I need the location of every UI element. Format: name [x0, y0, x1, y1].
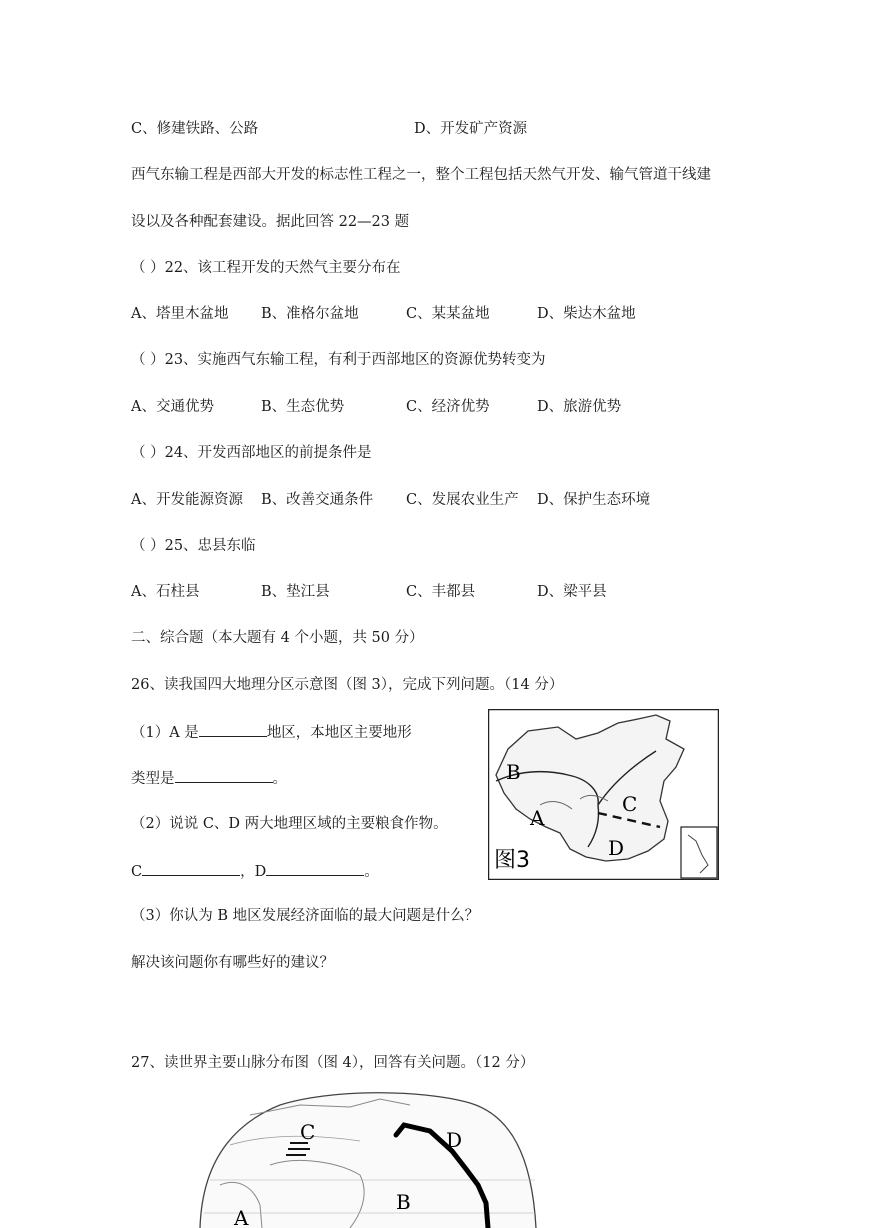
answer-blank-a-region[interactable] — [199, 721, 267, 737]
q26-part-1-suffix: 地区，本地区主要地形 — [266, 725, 412, 741]
q26-part-3: （3）你认为 B 地区发展经济面临的最大问题是什么？ — [131, 908, 480, 924]
q25-stem: （ ）25、忠县东临 — [131, 538, 256, 554]
q26-d-label: ，D — [240, 864, 267, 880]
q21-option-d: D、开发矿产资源 — [414, 121, 528, 137]
q25-option-b: B、垫江县 — [261, 584, 330, 600]
intro-line-1: 西气东输工程是西部大开发的标志性工程之一，整个工程包括天然气开发、输气管道干线建 — [131, 167, 711, 183]
q22-stem: （ ）22、该工程开发的天然气主要分布在 — [131, 260, 401, 276]
mountain-label-d: D — [446, 1128, 463, 1152]
q22-option-d: D、柴达木盆地 — [537, 306, 636, 322]
q26-part-2-end: 。 — [364, 864, 379, 880]
mountain-label-c: C — [300, 1120, 316, 1144]
mountain-label-b: B — [396, 1190, 411, 1214]
q26-part-1 — [131, 721, 412, 743]
figure-3-caption: 图3 — [494, 848, 530, 873]
q21-option-c: C、修建铁路、公路 — [131, 121, 259, 137]
q26-part-3-line-2: 解决该问题你有哪些好的建议？ — [131, 955, 334, 971]
q26-terrain-prefix: 类型是 — [131, 771, 175, 787]
q23-option-d: D、旅游优势 — [537, 399, 622, 415]
q24-option-a: A、开发能源资源 — [131, 492, 243, 508]
q23-option-b: B、生态优势 — [261, 399, 345, 415]
q23-stem: （ ）23、实施西气东输工程，有利于西部地区的资源优势转变为 — [131, 352, 546, 368]
q23-option-c: C、经济优势 — [406, 399, 490, 415]
answer-blank-c-crops[interactable] — [142, 860, 240, 876]
q26-part-1-line-2 — [131, 767, 287, 789]
answer-blank-terrain[interactable] — [175, 767, 273, 783]
q22-option-a: A、塔里木盆地 — [131, 306, 229, 322]
q26-title: 26、读我国四大地理分区示意图（图 3），完成下列问题。（14 分） — [131, 677, 564, 693]
q24-stem: （ ）24、开发西部地区的前提条件是 — [131, 445, 372, 461]
region-label-d: D — [608, 836, 625, 860]
q26-part-1-prefix: （1）A 是 — [131, 725, 199, 741]
q25-option-c: C、丰都县 — [406, 584, 476, 600]
q22-option-c: C、某某盆地 — [406, 306, 490, 322]
q26-c-label: C — [131, 864, 143, 880]
section-2-heading: 二、综合题（本大题有 4 个小题，共 50 分） — [131, 630, 424, 646]
q26-terrain-end: 。 — [272, 771, 287, 787]
q25-option-a: A、石柱县 — [131, 584, 200, 600]
q27-title: 27、读世界主要山脉分布图（图 4），回答有关问题。（12 分） — [131, 1055, 535, 1071]
q23-option-a: A、交通优势 — [131, 399, 214, 415]
intro-line-2: 设以及各种配套建设。据此回答 22—23 题 — [131, 214, 410, 230]
answer-blank-d-crops[interactable] — [266, 860, 364, 876]
region-label-a: A — [530, 806, 545, 830]
q26-part-2: （2）说说 C、D 两大地理区域的主要粮食作物。 — [131, 816, 448, 832]
q26-part-2-answers — [131, 860, 379, 882]
q25-option-d: D、梁平县 — [537, 584, 607, 600]
region-label-b: B — [506, 760, 521, 784]
q24-option-b: B、改善交通条件 — [261, 492, 374, 508]
q22-option-b: B、准格尔盆地 — [261, 306, 359, 322]
mountain-label-a: A — [234, 1206, 249, 1228]
q24-option-c: C、发展农业生产 — [406, 492, 519, 508]
q24-option-d: D、保护生态环境 — [537, 492, 651, 508]
china-regions-map — [488, 709, 719, 880]
world-mountains-map — [190, 1085, 540, 1228]
region-label-c: C — [622, 792, 638, 816]
